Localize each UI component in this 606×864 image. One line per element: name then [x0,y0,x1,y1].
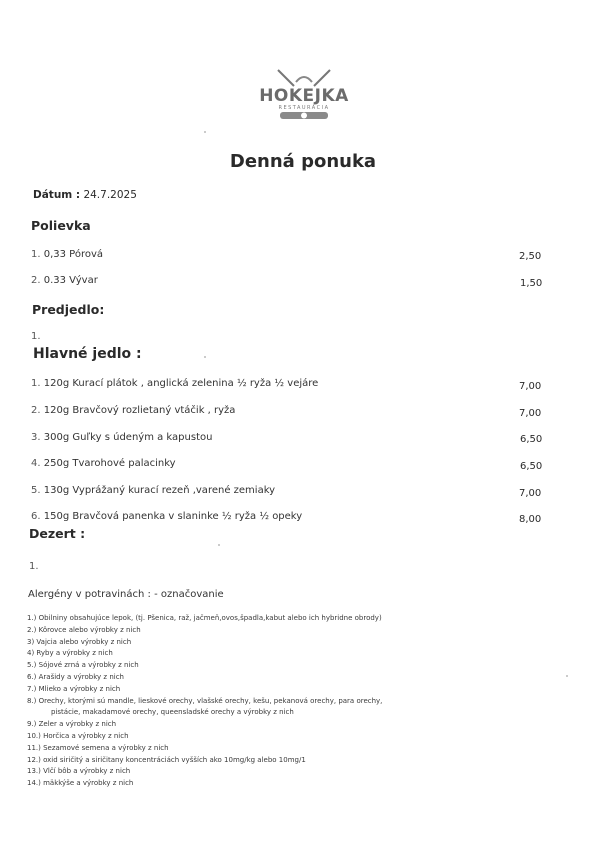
item-text: 300g Guľky s údeným a kapustou [43,432,213,443]
item-number: 2. [31,275,41,286]
allergen-row: 2.) Kôrovce alebo výrobky z nich [27,625,141,634]
item-text: 130g Vyprážaný kurací rezeň ,varené zemiaky [43,485,276,496]
item-number: 1. [31,331,41,342]
allergens-title: Alergény v potravinách : - označovanie [28,589,224,600]
scan-speck [204,131,206,133]
allergen-row: 8.) Orechy, ktorými sú mandle, lieskové orechy, vlašské orechy, kešu, pekanová orechy, para orechy, [27,696,383,705]
item-text: 0,33 Pórová [43,249,104,260]
item-number: 6. [31,511,41,522]
section-soups: Polievka [31,218,91,233]
allergen-row: 12.) oxid siričitý a siričitany koncentráciách vyšších ako 10mg/kg alebo 10mg/1 [27,755,306,764]
allergen-row: 1.) Obilniny obsahujúce lepok, (tj. Pšenica, raž, jačmeň,ovos,špadla,kabut alebo ich hybridne obrody) [27,614,382,622]
item-number: 1. [29,561,39,572]
section-dessert: Dezert : [29,526,86,541]
item-text: 150g Bravčová panenka v slaninke ½ ryža ½ opeky [43,511,303,522]
scan-speck [204,356,206,358]
item-number: 1. [31,249,41,260]
allergen-row: 10.) Horčica a výrobky z nich [27,731,129,740]
date-label: Dátum : [33,189,81,201]
scan-speck [566,675,568,677]
allergen-row: 6.) Arašidy a výrobky z nich [27,672,124,681]
allergen-row: 4) Ryby a výrobky z nich [27,649,113,658]
item-price: 7,00 [519,488,542,499]
item-number: 2. [31,405,41,416]
soup-item [31,249,103,260]
item-price: 8,00 [519,514,542,525]
item-number: 3. [31,432,41,443]
item-text: 120g Bravčový rozlietaný vtáčik , ryža [43,405,236,416]
allergen-row: 11.) Sezamové semena a výrobky z nich [27,743,169,752]
allergen-row: 13.) Vlčí bôb a výrobky z nich [27,767,131,776]
allergen-row-continuation: pistácie, makadamové orechy, queensladské orechy a výrobky z nich [51,708,294,717]
item-price: 6,50 [520,434,543,445]
logo-subtitle: RESTAURÁCIA [278,105,330,111]
soup-item [31,275,98,286]
item-number: 4. [31,458,41,469]
allergen-row: 3) Vajcia alebo výrobky z nich [27,637,132,646]
main-item [31,458,176,469]
main-item [31,511,302,522]
main-item [31,485,275,496]
section-mains: Hlavné jedlo : [33,346,142,362]
item-text: 120g Kurací plátok , anglická zelenina ½ ryža ½ vejáre [43,378,319,389]
item-price: 1,50 [520,278,543,289]
allergens-list [27,613,587,790]
item-price: 7,00 [519,381,542,392]
menu-date [33,189,137,201]
main-item [31,405,235,416]
page-title: Denná ponuka [229,151,377,172]
restaurant-logo [256,68,352,124]
main-item [31,378,318,389]
item-number: 1. [31,378,41,389]
item-number: 5. [31,485,41,496]
section-starter: Predjedlo: [32,302,105,317]
starter-item [31,331,41,342]
main-item [31,432,212,443]
item-price: 7,00 [519,408,542,419]
logo-name: HOKEJKA [259,86,349,106]
item-price: 2,50 [519,251,542,262]
item-price: 6,50 [520,461,543,472]
dessert-item [29,561,39,572]
item-text: 250g Tvarohové palacinky [43,458,176,469]
item-text: 0.33 Vývar [43,275,98,286]
allergen-row: 14.) mäkkýše a výrobky z nich [27,779,134,788]
allergen-row: 7.) Mlieko a výrobky z nich [27,684,121,693]
allergen-row: 5.) Sójové zrná a výrobky z nich [27,661,139,670]
scan-speck [218,544,220,546]
allergen-row: 9.) Zeler a výrobky z nich [27,720,117,729]
date-value: 24.7.2025 [83,189,137,201]
